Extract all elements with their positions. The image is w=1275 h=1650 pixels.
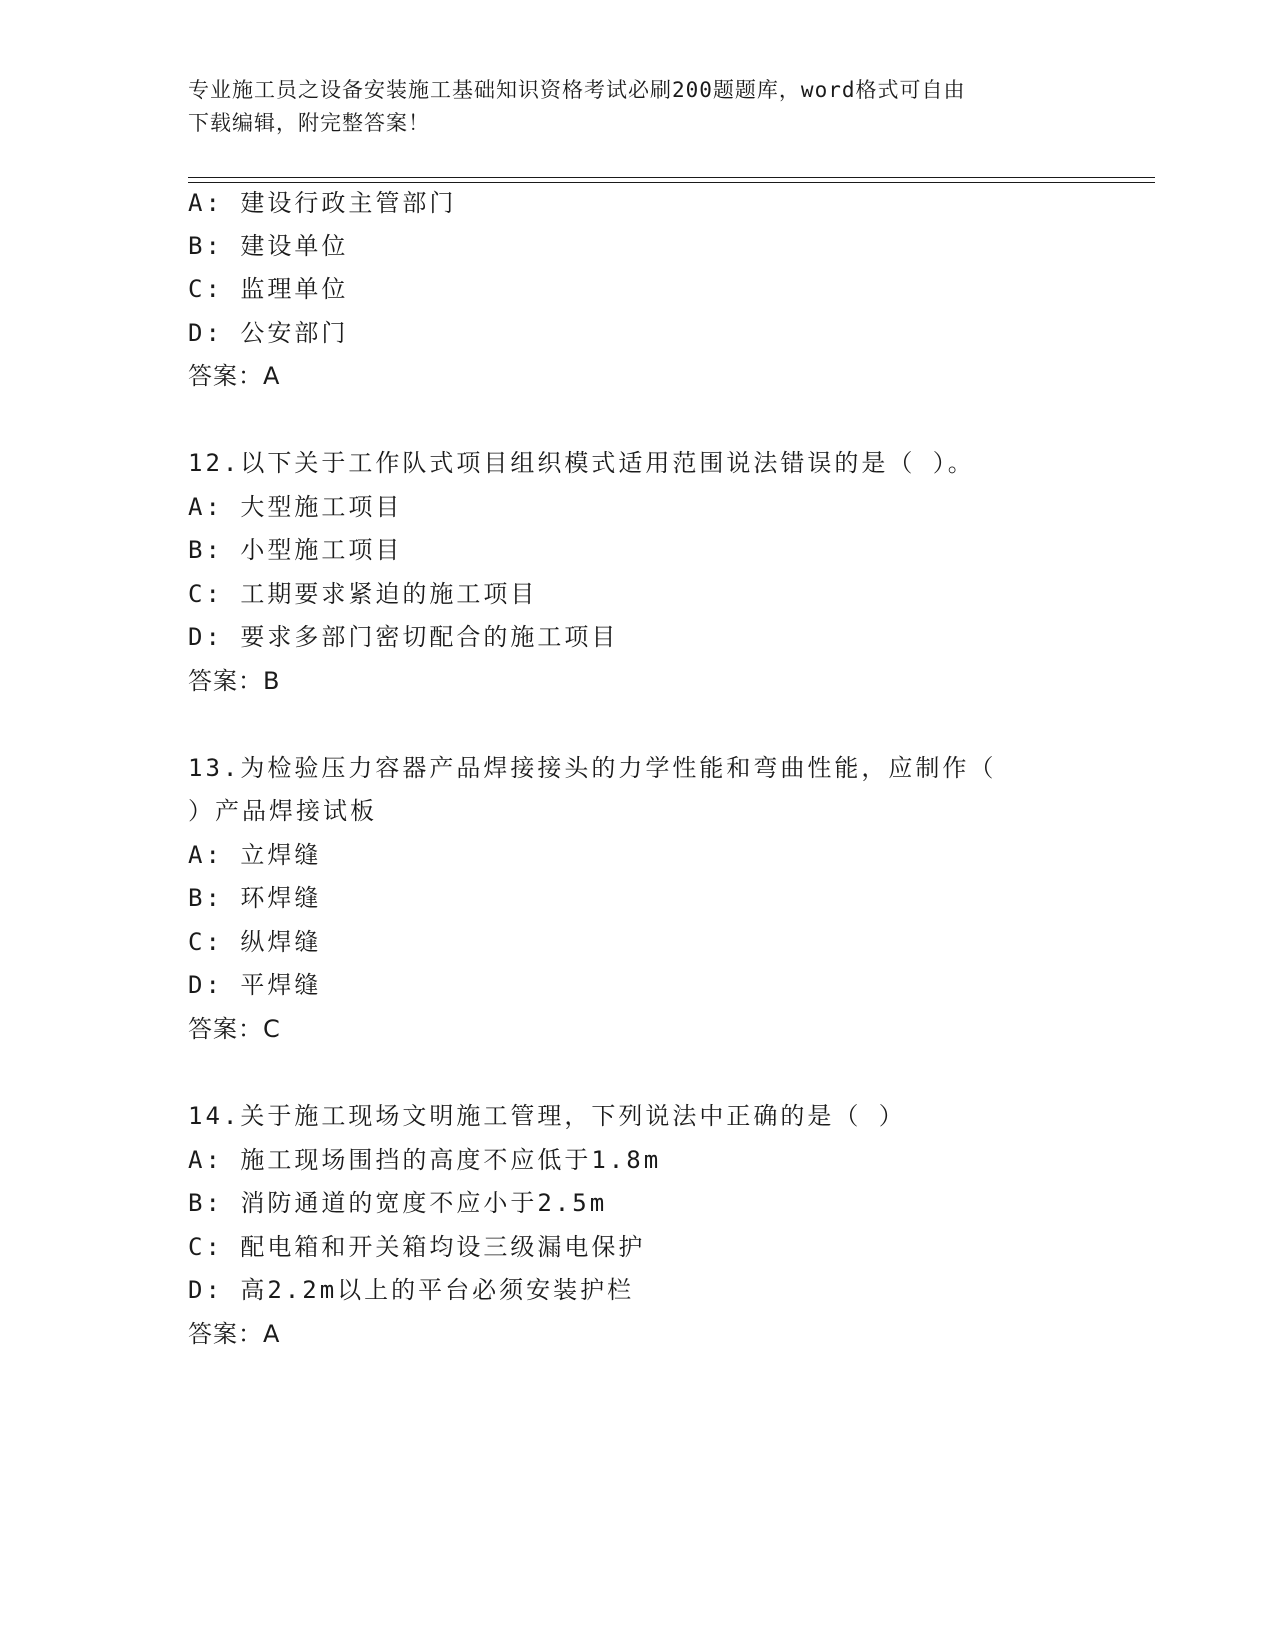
header-divider-top [188, 177, 1155, 178]
q11-option-a: A: 建设行政主管部门 [188, 189, 457, 217]
q13-option-d: D: 平焊缝 [188, 971, 322, 999]
q14-answer: 答案：A [188, 1320, 281, 1348]
q11-option-b: B: 建设单位 [188, 232, 349, 260]
header-title-line-2: 下载编辑，附完整答案！ [188, 111, 430, 135]
q11-option-d: D: 公安部门 [188, 319, 349, 347]
q11-answer: 答案：A [188, 362, 281, 390]
q13-option-b: B: 环焊缝 [188, 884, 322, 912]
q13-option-c: C: 纵焊缝 [188, 928, 322, 956]
q11-option-c: C: 监理单位 [188, 275, 349, 303]
q12-question: 12.以下关于工作队式项目组织模式适用范围说法错误的是（ ）。 [188, 449, 975, 477]
document-header [188, 74, 1068, 140]
q14-option-d: D: 高2.2m以上的平台必须安装护栏 [188, 1276, 635, 1304]
q13-question-line-2: ）产品焊接试板 [188, 797, 377, 825]
q13-answer: 答案：C [188, 1015, 281, 1043]
q13-question-line-1: 13.为检验压力容器产品焊接接头的力学性能和弯曲性能，应制作（ [188, 754, 997, 782]
q12-option-b: B: 小型施工项目 [188, 536, 403, 564]
q14-question: 14.关于施工现场文明施工管理，下列说法中正确的是（ ） [188, 1102, 906, 1130]
header-divider-bottom [188, 182, 1155, 183]
q14-option-b: B: 消防通道的宽度不应小于2.5m [188, 1189, 608, 1217]
q14-option-a: A: 施工现场围挡的高度不应低于1.8m [188, 1146, 662, 1174]
q13-option-a: A: 立焊缝 [188, 841, 322, 869]
q12-answer: 答案：B [188, 667, 281, 695]
q12-option-c: C: 工期要求紧迫的施工项目 [188, 580, 538, 608]
q12-option-a: A: 大型施工项目 [188, 493, 403, 521]
header-title-line-1: 专业施工员之设备安装施工基础知识资格考试必刷200题题库，word格式可自由 [188, 78, 966, 102]
q12-option-d: D: 要求多部门密切配合的施工项目 [188, 623, 619, 651]
q14-option-c: C: 配电箱和开关箱均设三级漏电保护 [188, 1233, 646, 1261]
